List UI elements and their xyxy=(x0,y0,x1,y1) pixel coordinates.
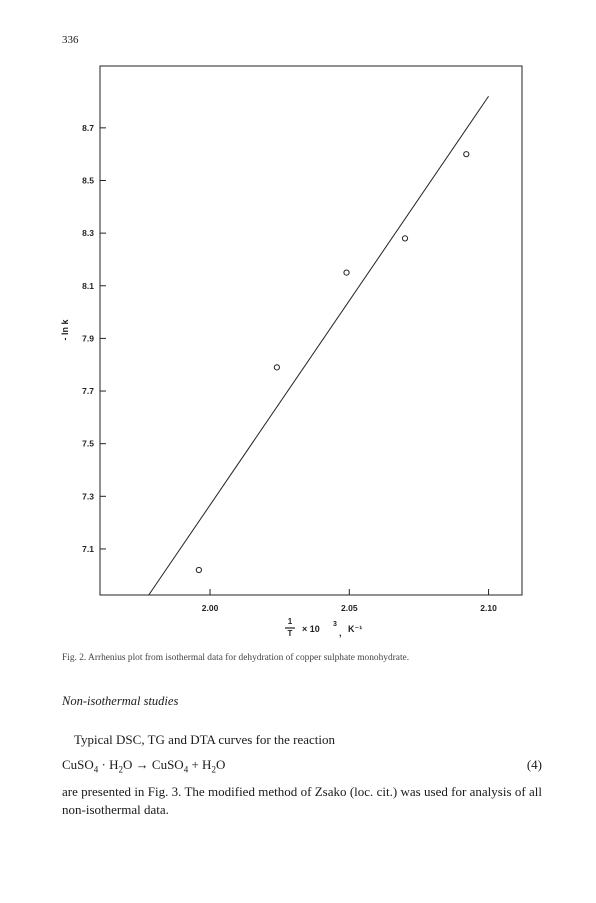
eq-sub: 4 xyxy=(93,764,99,775)
y-tick-label: 7.1 xyxy=(82,543,94,554)
y-tick-label: 7.7 xyxy=(82,386,94,397)
section-heading: Non-isothermal studies xyxy=(62,694,179,708)
y-axis-label: - ln k xyxy=(60,319,70,341)
y-tick-label: 8.1 xyxy=(82,280,94,291)
x-label-comma: , xyxy=(339,628,342,638)
x-label-denominator: T xyxy=(287,629,293,638)
y-tick-label: 7.5 xyxy=(82,438,94,449)
x-label-unit: K⁻¹ xyxy=(348,624,363,634)
eq-part: CuSO xyxy=(62,757,94,772)
figure-caption: Fig. 2. Arrhenius plot from isothermal data for dehydration of copper sulphate monohydrate. xyxy=(62,653,410,663)
y-tick-label: 7.9 xyxy=(82,333,94,344)
plot-frame xyxy=(100,66,522,595)
x-label-numerator: 1 xyxy=(287,617,293,626)
data-point xyxy=(196,567,201,572)
x-tick-label: 2.05 xyxy=(341,603,358,613)
eq-sub: 2 xyxy=(211,764,216,775)
data-point xyxy=(344,270,349,275)
paragraph-intro: Typical DSC, TG and DTA curves for the reaction xyxy=(74,732,335,747)
regression-line xyxy=(149,96,489,595)
y-tick-label: 8.3 xyxy=(82,228,94,239)
paragraph-analysis: are presented in Fig. 3. The modified method of Zsako (loc. cit.) was used for analysis of all non-isothermal data. xyxy=(62,784,542,817)
x-axis-label xyxy=(285,617,362,638)
data-point xyxy=(464,152,469,157)
reaction-equation xyxy=(62,757,542,775)
x-tick-label: 2.00 xyxy=(201,603,219,613)
data-points xyxy=(196,152,469,573)
x-label-exponent: 3 xyxy=(333,621,337,628)
eq-part: + H xyxy=(188,757,212,772)
page-number: 336 xyxy=(62,34,79,46)
y-tick-label: 7.3 xyxy=(82,491,94,502)
equation-number: (4) xyxy=(526,757,542,772)
data-point xyxy=(274,365,279,370)
eq-sub: 4 xyxy=(183,764,189,775)
y-tick-label: 8.5 xyxy=(82,175,94,186)
x-label-multiplier: × 10 xyxy=(302,624,320,634)
eq-part: O xyxy=(123,757,133,772)
eq-part: O xyxy=(215,757,226,772)
x-axis-ticks xyxy=(202,589,497,613)
y-tick-label: 8.7 xyxy=(82,122,94,133)
eq-part: CuSO xyxy=(151,757,184,772)
data-point xyxy=(402,236,407,241)
eq-arrow: → xyxy=(132,757,152,772)
eq-sub: 2 xyxy=(118,764,124,775)
y-axis-ticks xyxy=(82,123,106,554)
eq-part: · H xyxy=(98,757,119,772)
x-tick-label: 2.10 xyxy=(480,603,497,613)
